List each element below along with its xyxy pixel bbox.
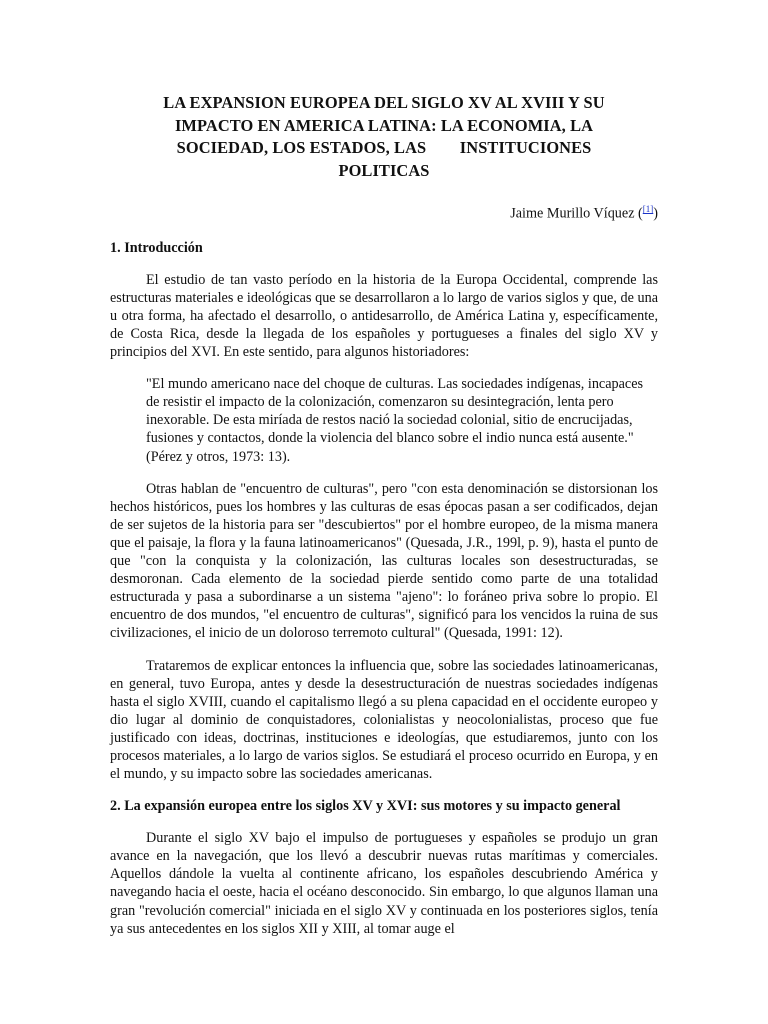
title-line: LA EXPANSION EUROPEA DEL SIGLO XV AL XVIII Y SU xyxy=(163,93,605,112)
paragraph: Trataremos de explicar entonces la influencia que, sobre las sociedades latinoamericanas, en general, tuvo Europa, antes y desde la desestructuración de nuestras sociedades indígenas hasta el siglo XVIII, cuando el capitalismo llegó a su plena capacidad en el occidente europeo y dio lugar al dominio de conquistadores, colonialistas y neocolonialistas, proceso que fue justificado con ideas, doctrinas, instituciones e ideologías, que estudiaremos, junto con los procesos materiales, a lo largo de varios siglos. Se estudiará el proceso ocurrido en Europa, y en el mundo, y su impacto sobre las sociedades americanas. xyxy=(110,657,658,783)
title-line: SOCIEDAD, LOS ESTADOS, LAS INSTITUCIONES xyxy=(176,138,592,157)
author-line xyxy=(110,200,658,223)
document-page xyxy=(110,92,658,952)
author-close: ) xyxy=(653,205,658,222)
paragraph: Durante el siglo XV bajo el impulso de portugueses y españoles se produjo un gran avance en la navegación, que los llevó a descubrir nuevas rutas marítimas y comerciales. Aquellos dándole la vuelta al continente africano, los españoles descubriendo América y navegando hacia el oeste, hacia el océano desconocido. Sin embargo, lo que algunos llaman una gran "revolución comercial" iniciada en el siglo XV y continuada en los posteriores siglos, tenía ya sus antecedentes en los siglos XII y XIII, al tomar auge el xyxy=(110,830,658,937)
footnote-link[interactable]: [1] xyxy=(642,204,654,214)
paragraph: El estudio de tan vasto período en la historia de la Europa Occidental, comprende las estructuras materiales e ideológicas que se desarrollaron a lo largo de varios siglos y que, de una u otra forma, ha afectado el desarrollo, o antidesarrollo, de América Latina y, específicamente, de Costa Rica, desde la llegada de los españoles y portugueses a finales del siglo XV y principios del XVI. En este sentido, para algunos historiadores: xyxy=(110,271,658,361)
block-quote: "El mundo americano nace del choque de culturas. Las sociedades indígenas, incapaces de resistir el impacto de la colonización, comenzaron su desintegración, lenta pero inexorable. De esta miríada de restos nació la sociedad colonial, sitio de encrucijadas, fusiones y contactos, donde la violencia del blanco sobre el indio nunca está ausente." (Pérez y otros, 1973: 13). xyxy=(146,376,644,465)
section-heading-expansion: 2. La expansión europea entre los siglos XV y XVI: sus motores y su impacto general xyxy=(110,798,621,815)
section-heading-introduction: 1. Introducción xyxy=(110,239,203,256)
document-title xyxy=(110,92,658,182)
title-line: POLITICAS xyxy=(338,160,430,180)
author-name: Jaime Murillo Víquez ( xyxy=(510,205,643,222)
title-line: IMPACTO EN AMERICA LATINA: LA ECONOMIA, LA xyxy=(174,115,594,135)
paragraph: Otras hablan de "encuentro de culturas", pero "con esta denominación se distorsionan los hechos históricos, pues los hombres y las culturas de esas épocas pasan a ser codificados, dejan de ser sujetos de la historia para ser "descubiertos" por el hombre europeo, de la misma manera que el paisaje, la flora y la fauna latinoamericanos" (Quesada, J.R., 199l, p. 9), hasta el punto de que "con la conquista y la colonización, las culturas locales son desestructuradas, se desmoronan. Cada elemento de la sociedad pierde sentido como parte de una totalidad estructurada y pasa a subordinarse a un sistema "ajeno": lo foráneo priva sobre lo propio. El encuentro de dos mundos, "el encuentro de culturas", significó para los vencidos la ruina de sus civilizaciones, el inicio de un doloroso terremoto cultural" (Quesada, 1991: 12). xyxy=(110,480,658,642)
